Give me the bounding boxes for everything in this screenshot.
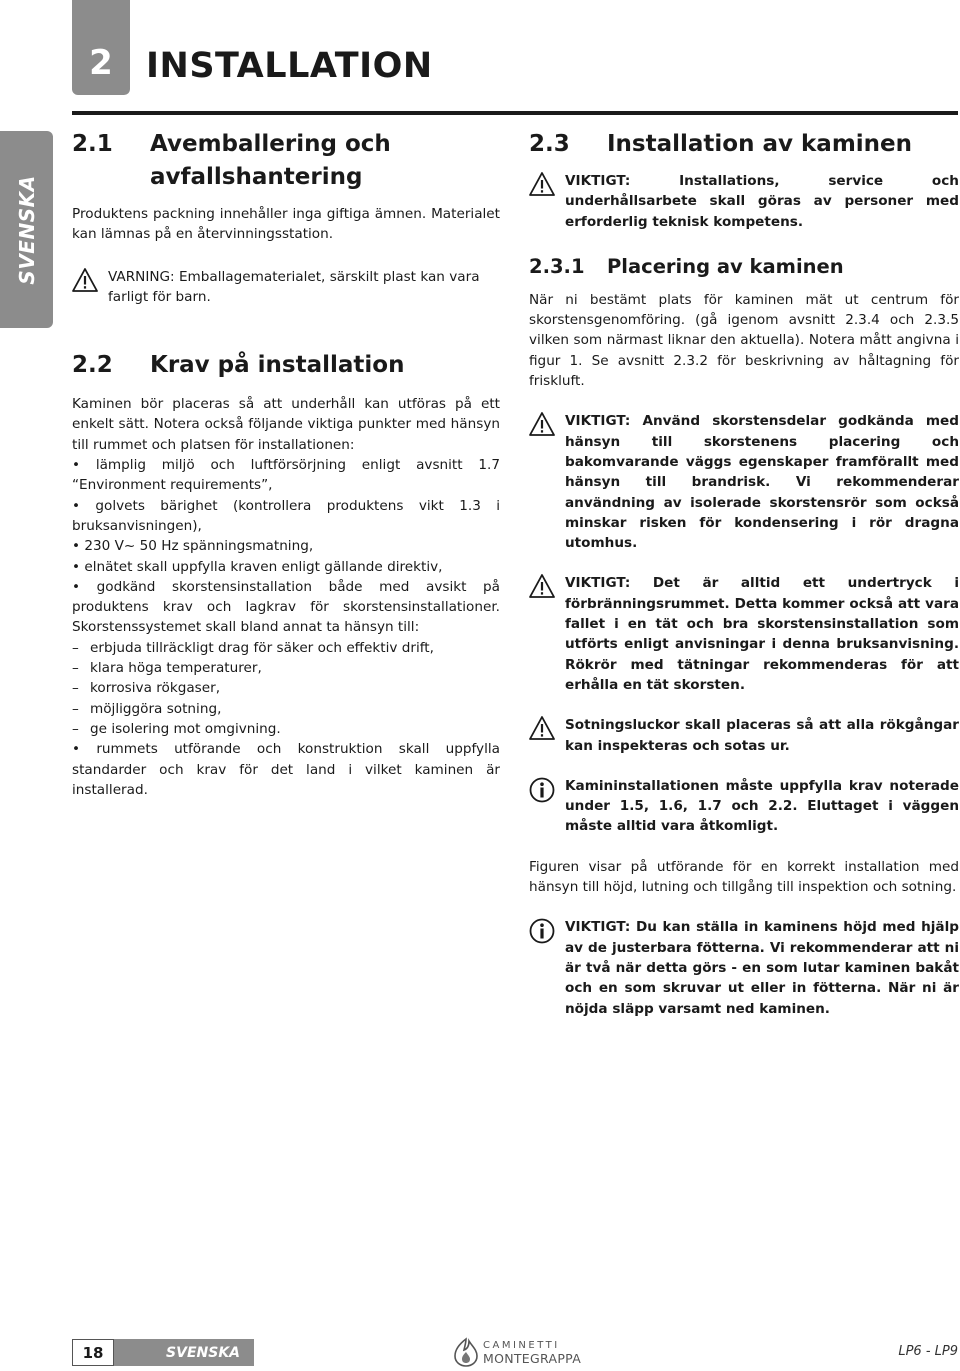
section-title: Installation av kaminen xyxy=(607,131,913,157)
warning-text: VIKTIGT: Använd skorstensdelar godkända med hänsyn till skorstenens placering och bakomvarande väggs egenskaper framförallt med hänsyn till brandrisk. Vi rekommenderar användning av isolerade skorstensrör som också minskar risken för kondensering i rör dragna utomhus. xyxy=(565,413,959,552)
list-item-text: klara höga temperaturer, xyxy=(90,660,262,677)
warning-triangle-icon xyxy=(72,267,108,298)
warning-notice xyxy=(529,573,959,695)
requirements-list-end xyxy=(72,739,500,800)
warning-triangle-icon xyxy=(529,411,565,442)
info-text: Kamininstallationen måste uppfylla krav noterade under 1.5, 1.6, 1.7 och 2.2. Eluttaget i väggen måste alltid vara åtkomligt. xyxy=(565,777,959,835)
list-item: – korrosiva rökgaser, xyxy=(72,678,500,698)
footer-language: SVENSKA xyxy=(114,1339,254,1366)
section-number: 2.1 xyxy=(72,131,113,157)
chimney-list xyxy=(72,638,500,739)
list-item: • godkänd skorstensinstallation både med avsikt på produktens krav och lagkrav för skorstensinstallationer. Skorstenssystemet skall bland annat ta hänsyn till: xyxy=(72,577,500,638)
info-text: VIKTIGT: Du kan ställa in kaminens höjd med hjälp av de justerbara fötterna. Vi rekommenderar att ni är två när detta görs - en som lutar kaminen bakåt och en som skruvar ut eller in fötterna. När ni är nöjda släpp varsamt ned kaminen. xyxy=(565,919,959,1017)
warning-triangle-icon xyxy=(529,573,565,604)
section-title-line: Avemballering och xyxy=(150,131,391,157)
paragraph: Produktens packning innehåller inga giftiga ämnen. Materialet kan lämnas på en återvinningsstation. xyxy=(72,206,500,243)
warning-notice xyxy=(72,267,500,308)
info-icon xyxy=(529,917,565,950)
list-item: • 230 V~ 50 Hz spänningsmatning, xyxy=(72,536,500,556)
section-title: Krav på installation xyxy=(150,352,405,379)
section-2-3-heading xyxy=(529,128,959,161)
info-notice xyxy=(529,917,959,1018)
list-item: • elnätet skall uppfylla kraven enligt gällande direktiv, xyxy=(72,557,500,577)
section-title xyxy=(150,128,391,194)
info-icon xyxy=(529,776,565,809)
warning-triangle-icon xyxy=(529,715,565,746)
warning-text: VIKTIGT: Installations, service och underhållsarbete skall göras av personer med erforderlig teknisk kompetens. xyxy=(565,173,959,230)
page-number: 18 xyxy=(72,1339,114,1366)
paragraph: Kaminen bör placeras så att underhåll kan utföras på ett enkelt sätt. Notera också följande viktiga punkter med hänsyn till rummet och platsen för installationen: xyxy=(72,396,500,453)
list-item-text: korrosiva rökgaser, xyxy=(90,680,221,697)
model-label: LP6 - LP9 xyxy=(898,1344,958,1359)
warning-notice xyxy=(529,715,959,756)
section-2-3-1-heading xyxy=(529,254,959,280)
warning-notice xyxy=(529,171,959,232)
list-item: – erbjuda tillräckligt drag för säker och effektiv drift, xyxy=(72,638,500,658)
brand-line1: CAMINETTI xyxy=(483,1340,560,1351)
section-title-line: avfallshantering xyxy=(150,164,363,190)
brand-names xyxy=(483,1339,581,1365)
chapter-number-tab: 2 xyxy=(72,0,130,95)
list-item: • lämplig miljö och luftförsörjning enligt avsnitt 1.7 “Environment requirements”, xyxy=(72,455,500,496)
list-item-text: möjliggöra sotning, xyxy=(90,700,222,717)
section-title: Placering av kaminen xyxy=(607,254,844,278)
section-2-1-heading xyxy=(72,128,500,194)
section-number: 2.3.1 xyxy=(529,254,585,278)
list-item-text: erbjuda tillräckligt drag för säker och effektiv drift, xyxy=(90,639,434,656)
paragraph: Figuren visar på utförande för en korrekt installation med hänsyn till höjd, lutning och tillgång till inspektion och sotning. xyxy=(529,858,959,896)
section-number: 2.3 xyxy=(529,131,570,157)
header-rule xyxy=(72,111,958,115)
flame-logo-icon xyxy=(453,1337,479,1367)
section-number: 2.2 xyxy=(72,352,113,379)
paragraph: När ni bestämt plats för kaminen mät ut centrum för skorstensgenomföring. (gå igenom avsnitt 2.3.4 och 2.3.5 vilken som närmast liknar den aktuella). Notera mått angivna i figur 1. Se avsnitt 2.3.2 för beskrivning av håltagning för friskluft. xyxy=(529,291,959,390)
warning-notice xyxy=(529,411,959,553)
requirements-list xyxy=(72,455,500,638)
list-item-text: ge isolering mot omgivning. xyxy=(90,720,281,737)
right-column xyxy=(529,128,959,1019)
section-2-2-heading xyxy=(72,349,500,382)
list-item: – möjliggöra sotning, xyxy=(72,699,500,719)
list-item: – klara höga temperaturer, xyxy=(72,658,500,678)
warning-triangle-icon xyxy=(529,171,565,202)
side-language-tab xyxy=(0,131,53,328)
warning-text: VIKTIGT: Det är alltid ett undertryck i förbränningsrummet. Detta kommer också att vara fallet i en tät och bra skorstensinstallation som utförts enligt anvisningar i denna bruksanvisning. Rökrör med tätningar rekommenderas för att erhålla en tät skorsten. xyxy=(565,575,959,693)
list-item: – ge isolering mot omgivning. xyxy=(72,719,500,739)
side-language-label: SVENSKA xyxy=(14,174,39,285)
brand-logo xyxy=(453,1335,581,1369)
brand-line2: MONTEGRAPPA xyxy=(483,1351,582,1366)
list-item: • golvets bärighet (kontrollera produktens vikt 1.3 i bruksanvisningen), xyxy=(72,496,500,537)
warning-text: VARNING: Emballagematerialet, särskilt plast kan vara farligt för barn. xyxy=(108,268,480,305)
list-item: • rummets utförande och konstruktion skall uppfylla standarder och krav för det land i vilket kaminen är installerad. xyxy=(72,739,500,800)
left-column xyxy=(72,128,500,800)
warning-text: Sotningsluckor skall placeras så att alla rökgångar kan inspekteras och sotas ur. xyxy=(565,717,959,754)
chapter-title: INSTALLATION xyxy=(146,46,433,86)
info-notice xyxy=(529,776,959,837)
